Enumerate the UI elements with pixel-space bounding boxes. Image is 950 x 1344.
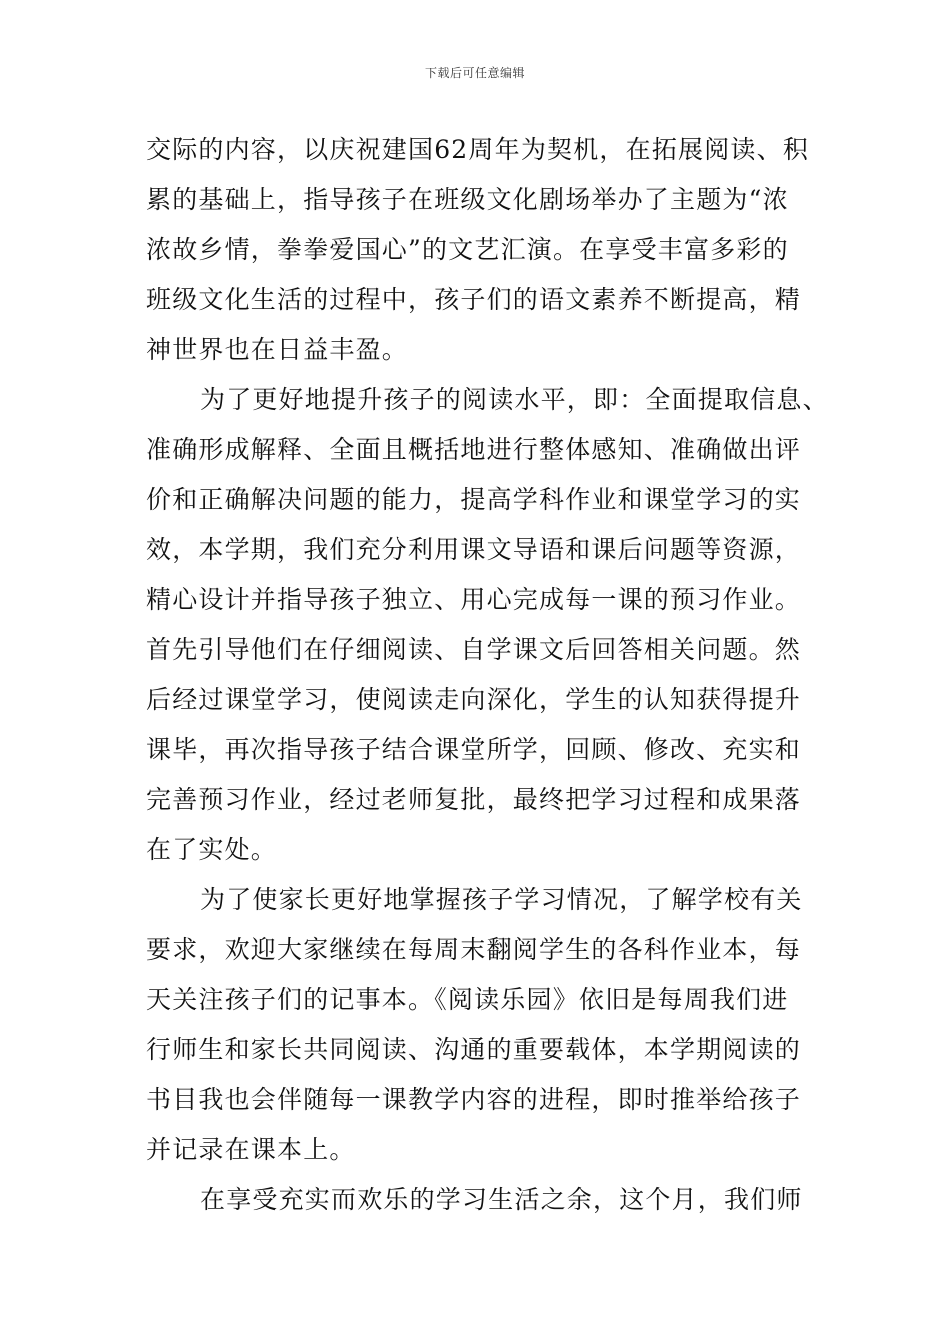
page-header: 下载后可任意编辑 <box>424 66 525 80</box>
paragraph-first-line: 为了更好地提升孩子的阅读水平，即：全面提取信息、 <box>200 385 829 414</box>
text-line: 浓故乡情，拳拳爱国心”的文艺汇演。在享受丰富多彩的 <box>146 235 789 264</box>
text-line: 完善预习作业，经过老师复批，最终把学习过程和成果落 <box>146 785 802 814</box>
text-line: 书目我也会伴随每一课教学内容的进程，即时推举给孩子 <box>146 1085 802 1114</box>
text-line: 在了实处。 <box>146 835 278 864</box>
text-line: 行师生和家长共同阅读、沟通的重要载体，本学期阅读的 <box>146 1035 802 1064</box>
text-line: 精心设计并指导孩子独立、用心完成每一课的预习作业。 <box>146 585 802 614</box>
paragraph-first-line: 为了使家长更好地掌握孩子学习情况，了解学校有关 <box>200 885 803 914</box>
text-line: 价和正确解决问题的能力，提高学科作业和课堂学习的实 <box>146 485 802 514</box>
text-line: 课毕，再次指导孩子结合课堂所学，回顾、修改、充实和 <box>146 735 802 764</box>
text-line: 累的基础上，指导孩子在班级文化剧场举办了主题为“浓 <box>146 185 789 214</box>
text-line: 天关注孩子们的记事本。《阅读乐园》依旧是每周我们进 <box>146 985 789 1014</box>
text-line: 效，本学期，我们充分利用课文导语和课后问题等资源， <box>146 535 802 564</box>
text-line: 首先引导他们在仔细阅读、自学课文后回答相关问题。然 <box>146 635 802 664</box>
text-line: 准确形成解释、全面且概括地进行整体感知、准确做出评 <box>146 435 802 464</box>
document-body <box>146 125 829 1225</box>
text-line: 后经过课堂学习，使阅读走向深化，学生的认知获得提升 <box>146 685 802 714</box>
paragraph-first-line: 在享受充实而欢乐的学习生活之余，这个月，我们师 <box>200 1185 803 1214</box>
text-line: 要求，欢迎大家继续在每周末翻阅学生的各科作业本，每 <box>146 935 802 964</box>
text-line: 班级文化生活的过程中，孩子们的语文素养不断提高，精 <box>146 285 802 314</box>
text-line: 神世界也在日益丰盈。 <box>146 335 409 364</box>
text-line: 交际的内容，以庆祝建国62周年为契机，在拓展阅读、积 <box>146 135 810 164</box>
text-line: 并记录在课本上。 <box>146 1135 356 1164</box>
